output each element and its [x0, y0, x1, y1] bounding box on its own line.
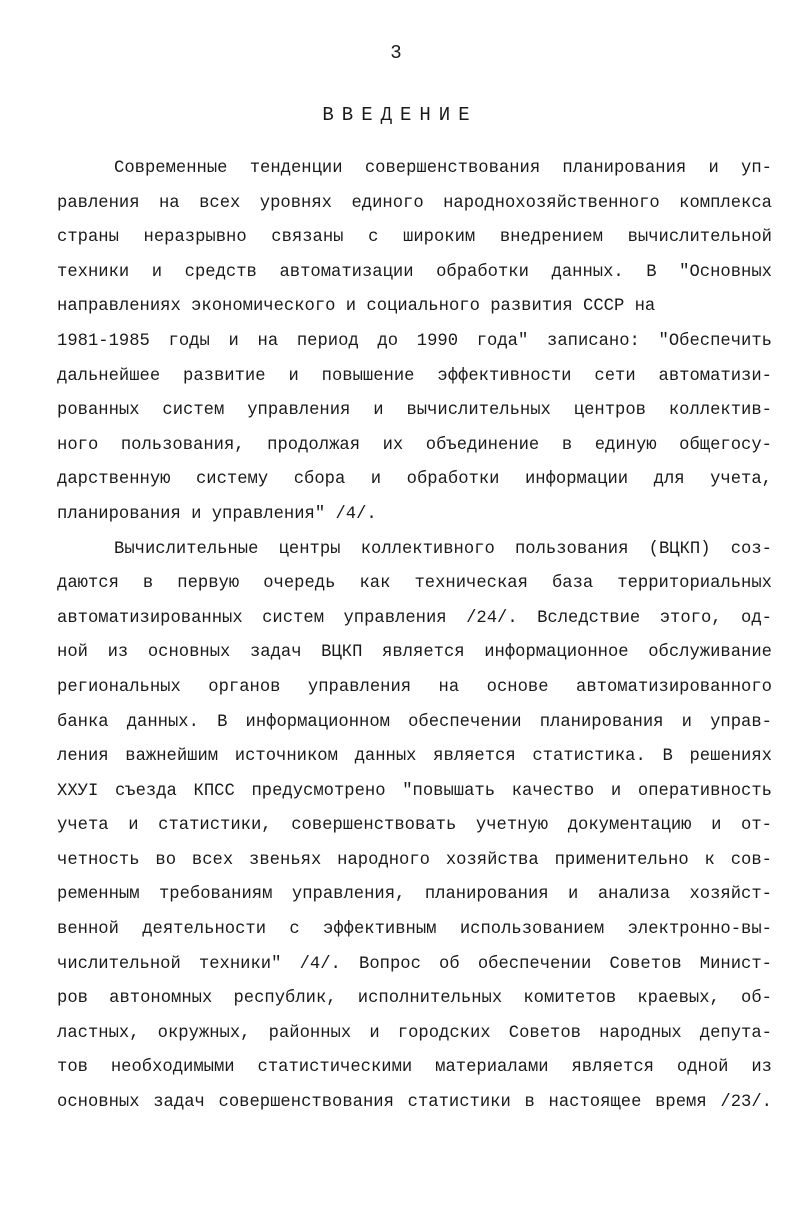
- text-line: 1981-1985 годы и на период до 1990 года" записано: "Обеспечить: [57, 331, 772, 351]
- text-line: дальнейшее развитие и повышение эффективности сети автоматизи-: [57, 366, 772, 386]
- text-line: ной из основных задач ВЦКП является информационное обслуживание: [57, 643, 772, 663]
- page-number: 3: [390, 42, 402, 64]
- text-line: четность во всех звеньях народного хозяйства применительно к сов-: [57, 850, 772, 870]
- text-line: ХХУI съезда КПСС предусмотрено "повышать качество и оперативность: [57, 781, 772, 801]
- text-line: учета и статистики, совершенствовать учетную документацию и от-: [57, 816, 772, 836]
- section-heading: ВВЕДЕНИЕ: [322, 104, 478, 126]
- text-line: дарственную систему сбора и обработки информации для учета,: [57, 470, 772, 490]
- text-line: техники и средств автоматизации обработки данных. В "Основных: [57, 262, 772, 282]
- text-line: ров автономных республик, исполнительных комитетов краевых, об-: [57, 989, 772, 1009]
- paragraph-1: [57, 152, 772, 533]
- text-line: основных задач совершенствования статистики в настоящее время /23/.: [57, 1093, 772, 1113]
- text-line: Современные тенденции совершенствования планирования и уп-: [114, 159, 772, 178]
- text-line: банка данных. В информационном обеспечении планирования и управ-: [57, 712, 772, 732]
- body-text: [57, 152, 772, 1121]
- text-line: планирования и управления" /4/.: [57, 504, 377, 524]
- text-line: направлениях экономического и социального развития СССР на: [57, 297, 656, 317]
- text-line: даются в первую очередь как техническая база территориальных: [57, 574, 772, 594]
- text-line: венной деятельности с эффективным использованием электронно-вы-: [57, 920, 772, 940]
- text-line: числительной техники" /4/. Вопрос об обеспечении Советов Минист-: [57, 954, 772, 974]
- text-line: ластных, окружных, районных и городских Советов народных депута-: [57, 1023, 772, 1043]
- text-line: ления важнейшим источником данных является статистика. В решениях: [57, 747, 772, 767]
- text-line: тов необходимыми статистическими материалами является одной из: [57, 1058, 772, 1078]
- text-line: региональных органов управления на основе автоматизированного: [57, 677, 772, 697]
- paragraph-2: [57, 533, 772, 1121]
- text-line: рованных систем управления и вычислительных центров коллектив-: [57, 401, 772, 421]
- text-line: страны неразрывно связаны с широким внедрением вычислительной: [57, 228, 772, 248]
- text-line: Вычислительные центры коллективного пользования (ВЦКП) соз-: [114, 539, 772, 559]
- text-line: ного пользования, продолжая их объединение в единую общегосу-: [57, 435, 772, 455]
- text-line: автоматизированных систем управления /24/. Вследствие этого, од-: [57, 608, 772, 628]
- text-line: равления на всех уровнях единого народнохозяйственного комплекса: [57, 193, 772, 213]
- text-line: ременным требованиям управления, планирования и анализа хозяйст-: [57, 885, 772, 905]
